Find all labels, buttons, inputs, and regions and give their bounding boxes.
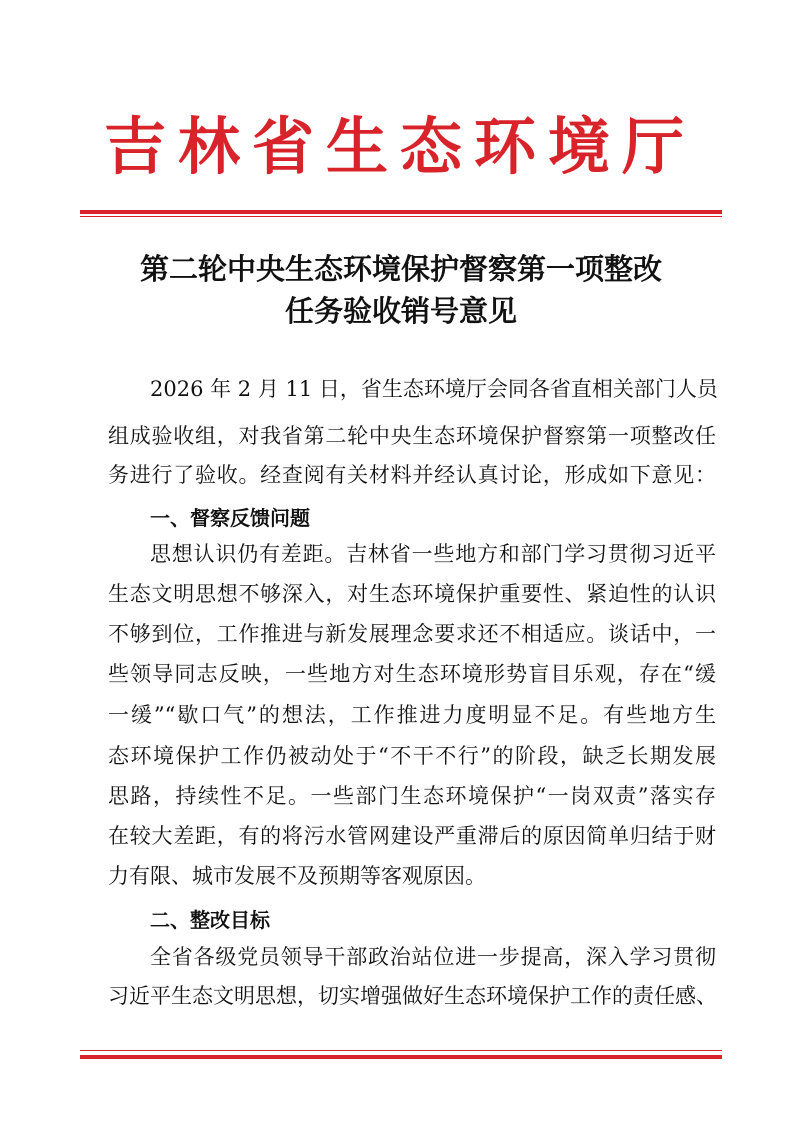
section-1-line: 力有限、城市发展不及预期等客观原因。 — [108, 864, 486, 888]
section-2-line: 全省各级党员领导干部政治站位进一步提高，深入学习贯彻 — [150, 945, 716, 969]
section-1-line: 在较大差距，有的将污水管网建设严重滞后的原因简单归结于财 — [108, 824, 716, 848]
section-1-line: 思路，持续性不足。一些部门生态环境保护“一岗双责”落实存 — [108, 784, 716, 808]
footer-rule-thick — [80, 1055, 722, 1059]
intro-line: 组成验收组，对我省第二轮中央生态环境保护督察第一项整改任 — [108, 424, 716, 448]
section-2-heading: 二、整改目标 — [150, 908, 270, 932]
section-2-line: 习近平生态文明思想，切实增强做好生态环境保护工作的责任感、 — [108, 984, 717, 1008]
section-1-line: 态环境保护工作仍被动处于“不干不行”的阶段，缺乏长期发展 — [108, 744, 716, 768]
letterhead-rule-thin — [80, 216, 722, 217]
letterhead-agency-name: 吉林省生态环境厅 — [103, 110, 696, 183]
letterhead-rule-thick — [80, 210, 722, 214]
section-1-line: 些领导同志反映，一些地方对生态环境形势盲目乐观，存在“缓 — [108, 662, 716, 686]
document-title-line-1: 第二轮中央生态环境保护督察第一项整改 — [139, 252, 662, 286]
section-1-heading: 一、督察反馈问题 — [150, 506, 310, 530]
section-1-line: 不够到位，工作推进与新发展理念要求还不相适应。谈话中，一 — [108, 622, 716, 646]
intro-line: 2026 年 2 月 11 日，省生态环境厅会同各省直相关部门人员 — [150, 377, 718, 401]
section-1-line: 思想认识仍有差距。吉林省一些地方和部门学习贯彻习近平 — [150, 542, 716, 566]
footer-rule-thin — [80, 1050, 722, 1051]
section-1-line: 生态文明思想不够深入，对生态环境保护重要性、紧迫性的认识 — [108, 582, 716, 606]
document-title-line-2: 任务验收销号意见 — [284, 294, 517, 328]
intro-line: 务进行了验收。经查阅有关材料并经认真讨论，形成如下意见： — [108, 463, 716, 487]
section-1-line: 一缓”“歇口气”的想法，工作推进力度明显不足。有些地方生 — [108, 703, 716, 727]
